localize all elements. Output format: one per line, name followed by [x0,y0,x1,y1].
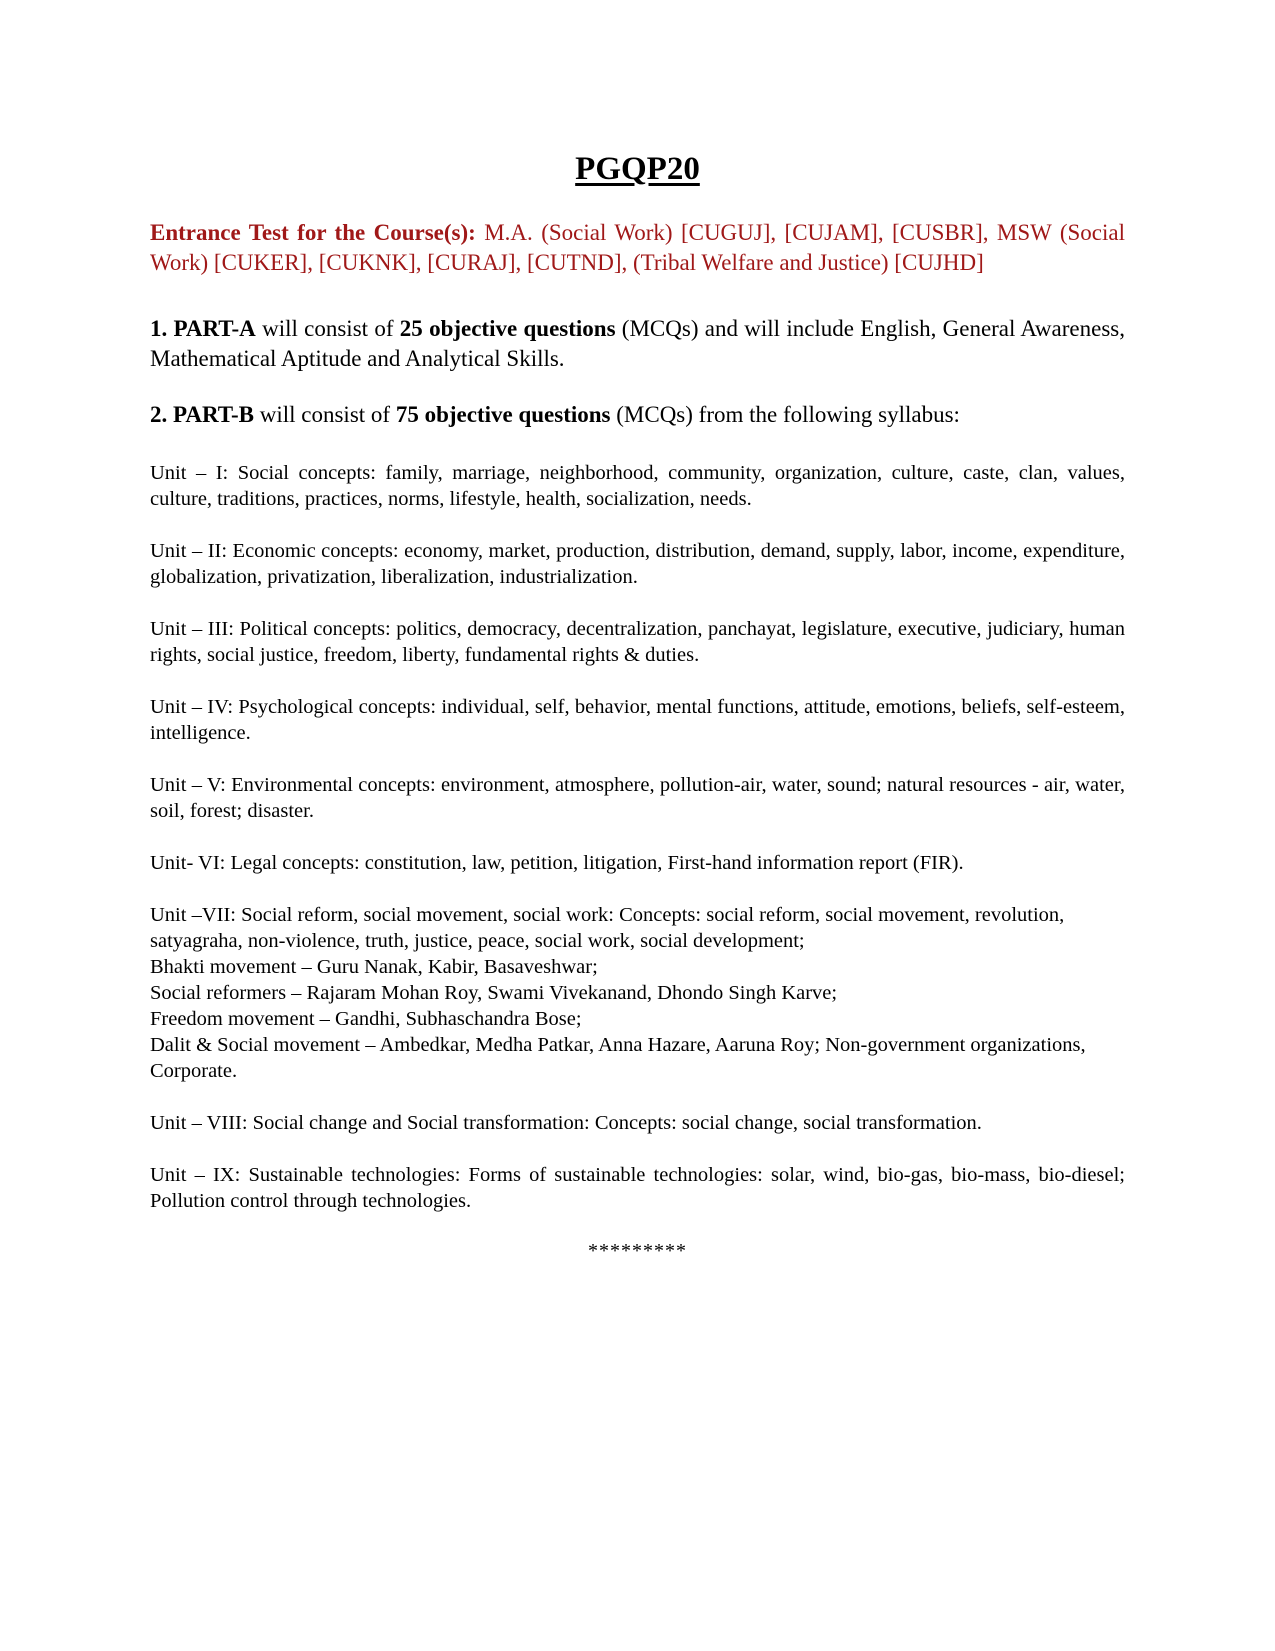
unit-7-line-3: Social reformers – Rajaram Mohan Roy, Swami Vivekanand, Dhondo Singh Karve; [150,982,838,1004]
part-a-label: 1. PART-A [150,316,256,341]
unit-8: Unit – VIII: Social change and Social transformation: Concepts: social change, social transformation. [150,1112,982,1134]
part-b-text1: will consist of [253,402,396,427]
entrance-test-courses [150,218,1125,278]
unit-7-line-5: Dalit & Social movement – Ambedkar, Medha Patkar, Anna Hazare, Aaruna Roy; Non-government organizations, Corporate. [150,1034,1086,1082]
unit-7-line-1: Unit –VII: Social reform, social movement, social work: Concepts: social reform, social movement, revolution, satyagraha, non-violence, truth, justice, peace, social work, social development; [150,904,1065,952]
unit-6: Unit- VI: Legal concepts: constitution, law, petition, litigation, First-hand information report (FIR). [150,852,964,874]
unit-4: Unit – IV: Psychological concepts: individual, self, behavior, mental functions, attitude, emotions, beliefs, self-esteem, intelligence. [150,696,1125,744]
unit-2: Unit – II: Economic concepts: economy, market, production, distribution, demand, supply, labor, income, expenditure, globalization, privatization, liberalization, industrialization. [150,540,1125,588]
part-b-description [150,400,1125,430]
part-a-description [150,314,1125,374]
unit-9: Unit – IX: Sustainable technologies: Forms of sustainable technologies: solar, wind, bio-gas, bio-mass, bio-diesel; Pollution control through technologies. [150,1164,1125,1212]
unit-5: Unit – V: Environmental concepts: environment, atmosphere, pollution-air, water, sound; natural resources - air, water, soil, forest; disaster. [150,774,1125,822]
part-a-text1: will consist of [255,316,400,341]
entrance-label: Entrance Test for the Course(s): [150,220,476,245]
unit-1: Unit – I: Social concepts: family, marriage, neighborhood, community, organization, culture, caste, clan, values, culture, traditions, practices, norms, lifestyle, health, socialization, needs. [150,462,1125,510]
part-b-count: 75 objective questions [395,402,611,427]
unit-7-line-4: Freedom movement – Gandhi, Subhaschandra Bose; [150,1008,582,1030]
entrance-course-list: M.A. (Social Work) [CUGUJ], [CUJAM], [CUSBR], MSW (Social Work) [CUKER], [CUKNK], [CURAJ], [CUTND], (Tribal Welfare and Justice) [CUJHD] [150,220,1125,275]
end-marker: ********* [588,1240,687,1262]
part-b-text2: (MCQs) from the following syllabus: [610,402,960,427]
unit-3: Unit – III: Political concepts: politics, democracy, decentralization, panchayat, legislature, executive, judiciary, human rights, social justice, freedom, liberty, fundamental rights & duties. [150,618,1125,666]
part-a-count: 25 objective questions [399,316,616,341]
unit-7-line-2: Bhakti movement – Guru Nanak, Kabir, Basaveshwar; [150,956,598,978]
page-title: PGQP20 [575,151,700,187]
unit-7 [150,902,1125,1084]
part-a-text2: (MCQs) and will include English, General Awareness, Mathematical Aptitude and Analytical Skills. [150,316,1125,371]
part-b-label: 2. PART-B [150,402,254,427]
